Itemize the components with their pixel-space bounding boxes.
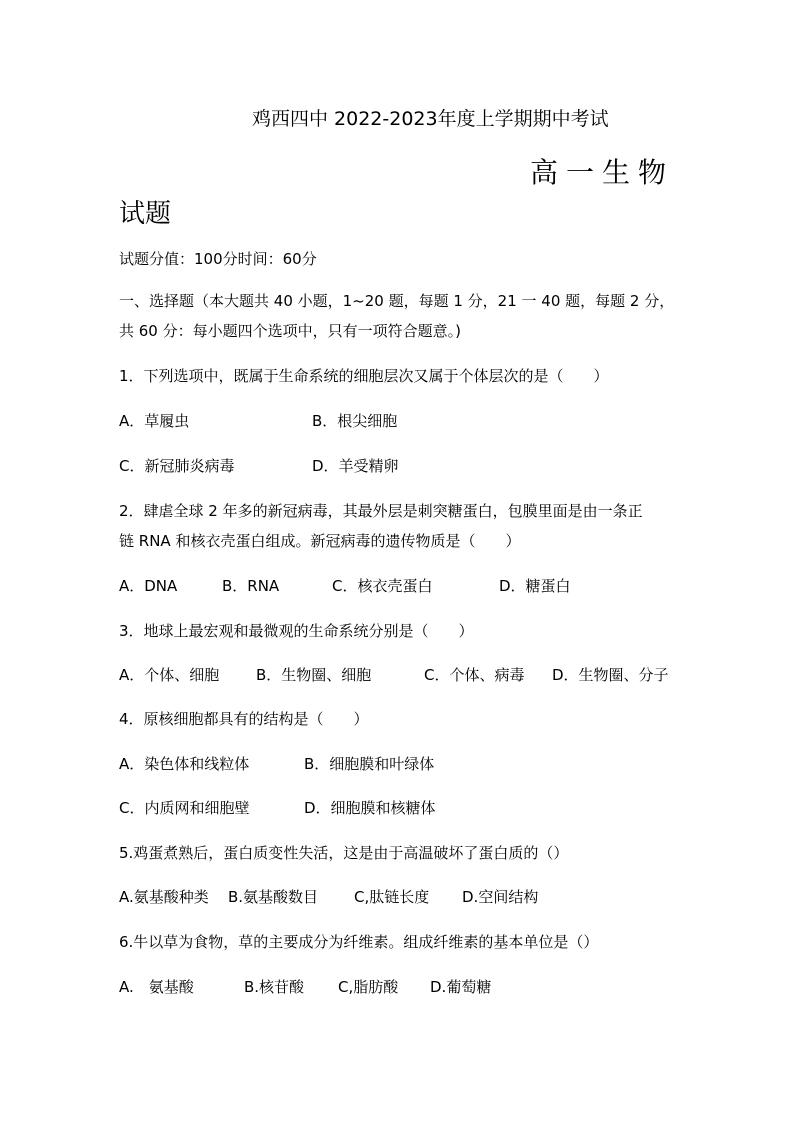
question-6-option-b: B.核苷酸 — [244, 978, 305, 996]
question-6-option-d: D.葡萄糖 — [430, 978, 492, 996]
question-5-option-c: C,肽链长度 — [354, 888, 430, 906]
question-2-option-a: A．DNA — [119, 577, 178, 595]
section-intro-line2: 共 60 分：每小题四个选项中，只有一项符合题意。) — [119, 322, 461, 340]
question-1-option-a: A．草履虫 — [119, 412, 190, 430]
question-3-option-c: C．个体、病毒 — [424, 666, 525, 684]
question-6-stem: 6.牛以草为食物，草的主要成分为纤维素。组成纤维素的基本单位是（） — [119, 933, 599, 951]
question-2-stem-line1: 2．肆虐全球 2 年多的新冠病毒，其最外层是刺突糖蛋白，包膜里面是由一条正 — [119, 502, 643, 520]
subject-title-continued: 试题 — [119, 199, 172, 229]
question-2-option-b: B．RNA — [222, 577, 280, 595]
question-5-option-b: B.氨基酸数目 — [228, 888, 319, 906]
question-6-option-a: A. 氨基酸 — [119, 978, 194, 996]
question-4-option-c: C．内质网和细胞壁 — [119, 799, 250, 817]
question-5-option-d: D.空间结构 — [462, 888, 539, 906]
question-1-option-d: D．羊受精卵 — [312, 457, 399, 475]
question-3-option-a: A．个体、细胞 — [119, 666, 220, 684]
exam-title: 鸡西四中 2022-2023年度上学期期中考试 — [252, 108, 609, 130]
question-3-option-b: B．生物圈、细胞 — [256, 666, 372, 684]
subject-title: 高一生物 — [530, 156, 675, 189]
question-4-stem: 4．原核细胞都具有的结构是（ ） — [119, 710, 369, 728]
question-3-stem: 3．地球上最宏观和最微观的生命系统分别是（ ） — [119, 622, 474, 640]
question-5-option-a: A.氨基酸种类 — [119, 888, 209, 906]
score-time-info: 试题分值：100分时间：60分 — [119, 250, 317, 268]
question-3-option-d: D．生物圈、分子 — [552, 666, 669, 684]
question-4-option-b: B．细胞膜和叶绿体 — [304, 755, 435, 773]
question-2-stem-line2: 链 RNA 和核衣壳蛋白组成。新冠病毒的遗传物质是（ ） — [119, 532, 521, 550]
question-2-option-d: D．糖蛋白 — [499, 577, 571, 595]
question-1-option-b: B．根尖细胞 — [312, 412, 398, 430]
question-6-option-c: C,脂肪酸 — [338, 978, 399, 996]
question-1-option-c: C．新冠肺炎病毒 — [119, 457, 235, 475]
question-4-option-d: D．细胞膜和核糖体 — [304, 799, 436, 817]
question-4-option-a: A．染色体和线粒体 — [119, 755, 250, 773]
question-1-stem: 1．下列选项中，既属于生命系统的细胞层次又属于个体层次的是（ ） — [119, 367, 609, 385]
section-intro-line1: 一、选择题（本大题共 40 小题，1~20 题，每题 1 分，21 一 40 题，每题 2 分， — [119, 292, 675, 310]
question-5-stem: 5.鸡蛋煮熟后，蛋白质变性失活，这是由于高温破坏了蛋白质的（） — [119, 844, 569, 862]
question-2-option-c: C．核衣壳蛋白 — [332, 577, 433, 595]
